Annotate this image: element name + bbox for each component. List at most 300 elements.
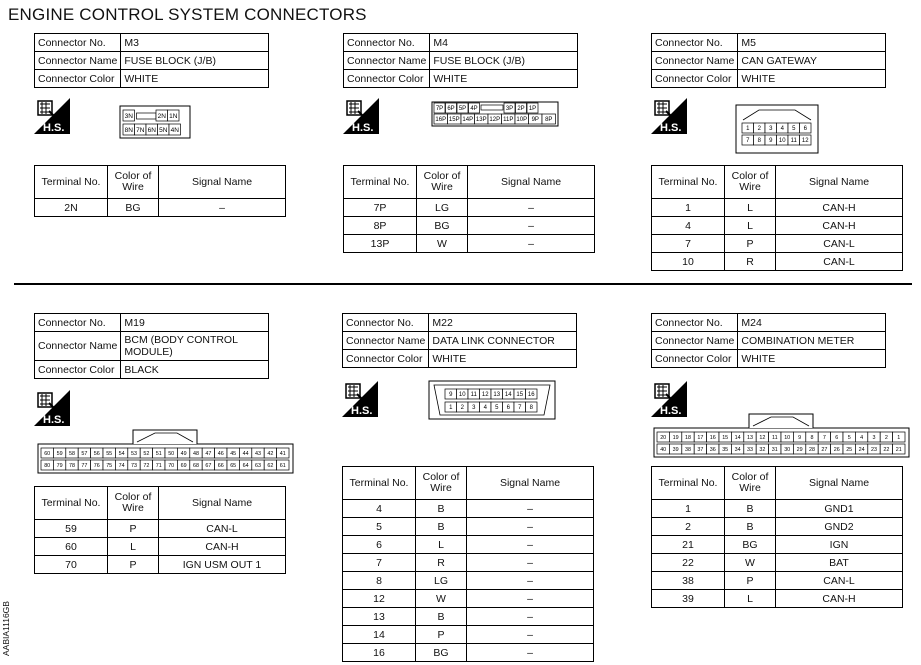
pin-label: 3 [472, 405, 476, 412]
pin-label: 5 [792, 126, 796, 133]
wire-color-cell: BG [417, 217, 468, 235]
connector-info-table [34, 33, 269, 88]
pin-label: 40 [660, 446, 667, 453]
pin-label: 39 [672, 446, 679, 453]
pin-label: 13 [493, 392, 501, 399]
connector-name-label: Connector Name [652, 52, 738, 70]
pin-label: 28 [809, 446, 815, 453]
wire-color-cell: L [725, 590, 776, 608]
pin-label: 56 [93, 450, 100, 457]
wire-color-cell: B [416, 518, 467, 536]
terminal-no-cell: 22 [652, 554, 725, 572]
terminal-signal-table [34, 165, 286, 217]
terminal-no-header: Terminal No. [652, 467, 725, 500]
harness-side-icon [34, 98, 70, 134]
wire-color-cell: B [725, 518, 776, 536]
pin-label: 4P [470, 106, 478, 113]
terminal-no-cell: 4 [343, 500, 416, 518]
page-title: ENGINE CONTROL SYSTEM CONNECTORS [8, 5, 367, 24]
connector-name-label: Connector Name [344, 52, 430, 70]
harness-side-icon [651, 98, 687, 134]
connector-face-diagram [653, 413, 910, 459]
connector-color-label: Connector Color [652, 70, 738, 88]
pin-label: 11 [470, 392, 477, 399]
wire-color-cell: P [416, 626, 467, 644]
connector-name-label: Connector Name [343, 332, 429, 350]
pin-label: 23 [871, 446, 877, 453]
connector-color-label: Connector Color [652, 350, 738, 368]
connector-color-value: WHITE [121, 70, 269, 88]
terminal-no-cell: 13 [343, 608, 416, 626]
pin-label: 1N [169, 112, 178, 120]
connector-info-table [34, 313, 269, 379]
signal-name-cell: – [468, 217, 595, 235]
signal-name-cell: CAN-L [776, 572, 903, 590]
pin-label: 12 [759, 434, 766, 441]
harness-side-icon [342, 381, 378, 417]
color-of-wire-header: Color of Wire [108, 487, 159, 520]
terminal-no-cell: 5 [343, 518, 416, 536]
connector-number-value: M19 [121, 314, 269, 332]
connector-info-table [342, 313, 577, 368]
color-of-wire-header: Color of Wire [416, 467, 467, 500]
wire-color-cell: L [416, 536, 467, 554]
pin-label: 52 [143, 450, 150, 457]
wire-color-cell: R [725, 253, 776, 271]
wire-color-cell: BG [725, 536, 776, 554]
connector-number-value: M22 [429, 314, 577, 332]
pin-label: 7 [746, 138, 750, 145]
pin-label: 69 [180, 462, 187, 469]
pin-label: 73 [131, 462, 137, 469]
pin-label: 18 [685, 434, 691, 441]
connector-color-value: WHITE [738, 70, 886, 88]
terminal-no-cell: 14 [343, 626, 416, 644]
wire-color-cell: R [416, 554, 467, 572]
color-of-wire-header: Color of Wire [108, 166, 159, 199]
wire-color-cell: B [725, 500, 776, 518]
wire-color-cell: BG [108, 199, 159, 217]
harness-side-icon [343, 98, 379, 134]
terminal-no-cell: 38 [652, 572, 725, 590]
color-of-wire-header: Color of Wire [725, 467, 776, 500]
connector-number-value: M4 [430, 34, 578, 52]
pin-label: 16P [435, 117, 447, 124]
signal-name-cell: – [468, 235, 595, 253]
table-row [343, 590, 594, 608]
terminal-no-header: Terminal No. [344, 166, 417, 199]
pin-label: 68 [193, 462, 199, 469]
pin-label: 58 [69, 450, 75, 457]
table-row [652, 590, 903, 608]
color-of-wire-header: Color of Wire [725, 166, 776, 199]
terminal-signal-table [342, 466, 594, 662]
table-row [343, 518, 594, 536]
pin-label: 5 [495, 405, 499, 412]
wire-color-cell: BG [416, 644, 467, 662]
terminal-no-cell: 7P [344, 199, 417, 217]
pin-label: 48 [193, 450, 199, 457]
pin-label: 33 [747, 446, 753, 453]
connector-color-label: Connector Color [35, 70, 121, 88]
pin-label: 49 [180, 450, 187, 457]
signal-name-header: Signal Name [467, 467, 594, 500]
pin-label: 30 [784, 446, 791, 453]
connector-color-label: Connector Color [35, 361, 121, 379]
connector-name-value: COMBINATION METER [738, 332, 886, 350]
connector-number-label: Connector No. [652, 34, 738, 52]
wire-color-cell: LG [417, 199, 468, 217]
pin-label: 10 [458, 392, 466, 399]
connector-face-diagram [431, 101, 559, 127]
terminal-no-cell: 60 [35, 538, 108, 556]
pin-label: 5N [159, 126, 168, 134]
connector-color-value: WHITE [429, 350, 577, 368]
signal-name-cell: CAN-L [776, 235, 903, 253]
hs-label: H.S. [352, 122, 374, 134]
pin-label: 10P [516, 117, 528, 124]
pin-label: 4N [170, 126, 179, 134]
pin-label: 15 [722, 434, 729, 441]
pin-label: 7P [435, 106, 444, 113]
wire-color-cell: B [416, 608, 467, 626]
connector-info-table [343, 33, 578, 88]
pin-label: 67 [205, 462, 212, 469]
pin-label: 22 [883, 446, 890, 453]
connector-number-label: Connector No. [35, 34, 121, 52]
pin-label: 1 [449, 405, 453, 412]
signal-name-cell: GND1 [776, 500, 903, 518]
signal-name-cell: IGN USM OUT 1 [159, 556, 286, 574]
pin-label: 36 [709, 446, 716, 453]
table-row [343, 554, 594, 572]
pin-label: 78 [69, 462, 75, 469]
connector-name-label: Connector Name [652, 332, 738, 350]
wire-color-cell: W [416, 590, 467, 608]
pin-label: 53 [131, 450, 137, 457]
pin-label: 55 [106, 450, 113, 457]
pin-label: 75 [106, 462, 113, 469]
pin-label: 10 [784, 434, 791, 441]
terminal-no-header: Terminal No. [652, 166, 725, 199]
pin-label: 62 [267, 462, 274, 469]
signal-name-cell: – [467, 590, 594, 608]
harness-side-icon [34, 390, 70, 426]
color-of-wire-header: Color of Wire [417, 166, 468, 199]
terminal-no-header: Terminal No. [343, 467, 416, 500]
table-row [652, 554, 903, 572]
pin-label: 80 [44, 462, 51, 469]
terminal-no-cell: 6 [343, 536, 416, 554]
table-row [652, 253, 903, 271]
pin-label: 12 [801, 138, 809, 145]
pin-label: 9 [769, 138, 773, 145]
terminal-no-cell: 2N [35, 199, 108, 217]
pin-label: 7N [136, 126, 145, 134]
pin-label: 70 [168, 462, 175, 469]
pin-label: 66 [217, 462, 224, 469]
pin-label: 32 [759, 446, 766, 453]
pin-label: 13 [747, 434, 753, 441]
connector-name-value: CAN GATEWAY [738, 52, 886, 70]
table-row [652, 500, 903, 518]
pin-label: 79 [56, 462, 63, 469]
pin-label: 12 [481, 392, 489, 399]
pin-label: 2 [884, 434, 888, 441]
connector-color-label: Connector Color [343, 350, 429, 368]
pin-label: 17 [697, 434, 704, 441]
hs-label: H.S. [43, 414, 65, 426]
pin-label: 64 [242, 462, 249, 469]
pin-label: 8 [529, 405, 533, 412]
pin-label: 60 [44, 450, 51, 457]
table-row [343, 644, 594, 662]
connector-number-value: M24 [738, 314, 886, 332]
table-row [343, 572, 594, 590]
table-row [35, 538, 286, 556]
connector-name-label: Connector Name [35, 332, 121, 361]
terminal-no-cell: 59 [35, 520, 108, 538]
wire-color-cell: W [417, 235, 468, 253]
wire-color-cell: W [725, 554, 776, 572]
pin-label: 1P [528, 106, 537, 113]
table-row [344, 199, 595, 217]
pin-label: 15 [516, 392, 524, 399]
pin-label: 3 [769, 126, 773, 133]
pin-label: 76 [93, 462, 100, 469]
connector-name-value: DATA LINK CONNECTOR [429, 332, 577, 350]
pin-label: 2P [517, 106, 525, 113]
signal-name-header: Signal Name [776, 166, 903, 199]
pin-label: 21 [895, 446, 902, 453]
connector-name-value: FUSE BLOCK (J/B) [121, 52, 269, 70]
pin-label: 71 [155, 462, 162, 469]
signal-name-cell: CAN-H [159, 538, 286, 556]
pin-label: 9P [531, 117, 539, 124]
terminal-signal-table [651, 165, 903, 271]
pin-label: 72 [143, 462, 150, 469]
terminal-no-header: Terminal No. [35, 166, 108, 199]
pin-label: 5P [458, 106, 467, 113]
wire-color-cell: L [725, 217, 776, 235]
hs-label: H.S. [660, 405, 682, 417]
connector-info-table [651, 33, 886, 88]
pin-label: 38 [685, 446, 691, 453]
signal-name-cell: CAN-H [776, 199, 903, 217]
signal-name-cell: – [467, 644, 594, 662]
pin-label: 65 [230, 462, 237, 469]
signal-name-cell: IGN [776, 536, 903, 554]
pin-label: 13P [475, 117, 487, 124]
pin-label: 10 [778, 138, 786, 145]
pin-label: 24 [858, 446, 865, 453]
signal-name-cell: CAN-H [776, 217, 903, 235]
signal-name-cell: – [467, 554, 594, 572]
signal-name-header: Signal Name [159, 166, 286, 199]
pin-label: 8N [124, 126, 133, 134]
pin-label: 44 [242, 450, 249, 457]
pin-label: 3N [124, 112, 133, 120]
signal-name-cell: CAN-L [776, 253, 903, 271]
pin-label: 42 [267, 450, 274, 457]
connector-color-label: Connector Color [344, 70, 430, 88]
terminal-no-cell: 8P [344, 217, 417, 235]
pin-label: 6 [803, 126, 807, 133]
table-row [343, 536, 594, 554]
pin-label: 7 [518, 405, 522, 412]
pin-label: 3 [872, 434, 876, 441]
pin-label: 12P [489, 117, 501, 124]
signal-name-cell: – [159, 199, 286, 217]
terminal-no-cell: 7 [652, 235, 725, 253]
pin-label: 6P [447, 106, 455, 113]
hs-label: H.S. [43, 122, 65, 134]
pin-label: 8P [545, 117, 553, 124]
table-row [35, 199, 286, 217]
pin-label: 50 [168, 450, 175, 457]
table-row [35, 556, 286, 574]
pin-label: 16 [527, 392, 535, 399]
pin-label: 26 [833, 446, 840, 453]
signal-name-cell: CAN-H [776, 590, 903, 608]
connector-face-diagram [37, 429, 294, 475]
table-row [343, 608, 594, 626]
signal-name-cell: CAN-L [159, 520, 286, 538]
pin-label: 2 [460, 405, 464, 412]
wire-color-cell: B [416, 500, 467, 518]
pin-label: 61 [279, 462, 286, 469]
connector-face-diagram [118, 104, 192, 140]
pin-label: 77 [81, 462, 88, 469]
wire-color-cell: L [725, 199, 776, 217]
pin-label: 14 [504, 392, 512, 399]
connector-info-table [651, 313, 886, 368]
connector-name-value: FUSE BLOCK (J/B) [430, 52, 578, 70]
table-row [344, 217, 595, 235]
terminal-no-cell: 1 [652, 500, 725, 518]
pin-label: 2N [157, 112, 166, 120]
table-row [652, 217, 903, 235]
pin-label: 25 [846, 446, 853, 453]
hs-label: H.S. [660, 122, 682, 134]
pin-label: 31 [771, 446, 778, 453]
pin-label: 37 [697, 446, 704, 453]
pin-label: 11 [771, 434, 778, 441]
pin-label: 11 [790, 138, 797, 145]
connector-number-value: M5 [738, 34, 886, 52]
pin-label: 11P [503, 117, 514, 124]
signal-name-cell: – [467, 572, 594, 590]
pin-label: 7 [822, 434, 826, 441]
pin-label: 9 [449, 392, 453, 399]
signal-name-header: Signal Name [776, 467, 903, 500]
wire-color-cell: P [725, 572, 776, 590]
table-row [343, 500, 594, 518]
harness-side-icon [651, 381, 687, 417]
terminal-no-cell: 1 [652, 199, 725, 217]
pin-label: 51 [155, 450, 162, 457]
pin-label: 14 [734, 434, 741, 441]
signal-name-cell: GND2 [776, 518, 903, 536]
pin-label: 5 [847, 434, 851, 441]
connector-number-value: M3 [121, 34, 269, 52]
pin-label: 8 [757, 138, 761, 145]
table-row [652, 235, 903, 253]
pin-label: 4 [860, 434, 864, 441]
table-row [652, 536, 903, 554]
terminal-no-cell: 7 [343, 554, 416, 572]
terminal-no-cell: 39 [652, 590, 725, 608]
pin-label: 3P [505, 106, 514, 113]
terminal-no-cell: 10 [652, 253, 725, 271]
connector-color-value: WHITE [430, 70, 578, 88]
pin-label: 15P [448, 117, 460, 124]
table-row [344, 235, 595, 253]
terminal-no-cell: 2 [652, 518, 725, 536]
pin-label: 29 [796, 446, 803, 453]
connector-face-diagram [735, 104, 819, 154]
pin-label: 6 [506, 405, 510, 412]
signal-name-cell: – [467, 536, 594, 554]
pin-label: 4 [483, 405, 487, 412]
pin-label: 35 [722, 446, 729, 453]
wire-color-cell: P [725, 235, 776, 253]
table-row [652, 199, 903, 217]
pin-label: 1 [746, 126, 750, 133]
pin-label: 6 [835, 434, 839, 441]
terminal-no-cell: 21 [652, 536, 725, 554]
signal-name-cell: – [468, 199, 595, 217]
pin-label: 46 [217, 450, 224, 457]
pin-label: 2 [757, 126, 761, 133]
connector-number-label: Connector No. [652, 314, 738, 332]
pin-label: 16 [709, 434, 716, 441]
terminal-no-cell: 16 [343, 644, 416, 662]
connector-number-label: Connector No. [344, 34, 430, 52]
terminal-no-cell: 4 [652, 217, 725, 235]
hs-label: H.S. [351, 405, 373, 417]
connector-number-label: Connector No. [343, 314, 429, 332]
wire-color-cell: P [108, 520, 159, 538]
table-row [35, 520, 286, 538]
terminal-no-cell: 13P [344, 235, 417, 253]
pin-label: 14P [462, 117, 474, 124]
pin-label: 8 [810, 434, 814, 441]
table-row [343, 626, 594, 644]
pin-label: 4 [780, 126, 784, 133]
pin-label: 9 [798, 434, 802, 441]
connector-name-value: BCM (BODY CONTROL MODULE) [121, 332, 269, 361]
wire-color-cell: P [108, 556, 159, 574]
pin-label: 74 [118, 462, 125, 469]
pin-label: 34 [734, 446, 741, 453]
signal-name-cell: – [467, 518, 594, 536]
wire-color-cell: LG [416, 572, 467, 590]
terminal-no-cell: 12 [343, 590, 416, 608]
signal-name-cell: – [467, 500, 594, 518]
pin-label: 57 [81, 450, 88, 457]
terminal-signal-table [343, 165, 595, 253]
signal-name-cell: – [467, 626, 594, 644]
section-divider [14, 283, 912, 285]
terminal-no-cell: 8 [343, 572, 416, 590]
connector-face-diagram [428, 380, 556, 420]
table-row [652, 572, 903, 590]
signal-name-header: Signal Name [159, 487, 286, 520]
connector-color-value: WHITE [738, 350, 886, 368]
pin-label: 43 [255, 450, 261, 457]
table-row [652, 518, 903, 536]
